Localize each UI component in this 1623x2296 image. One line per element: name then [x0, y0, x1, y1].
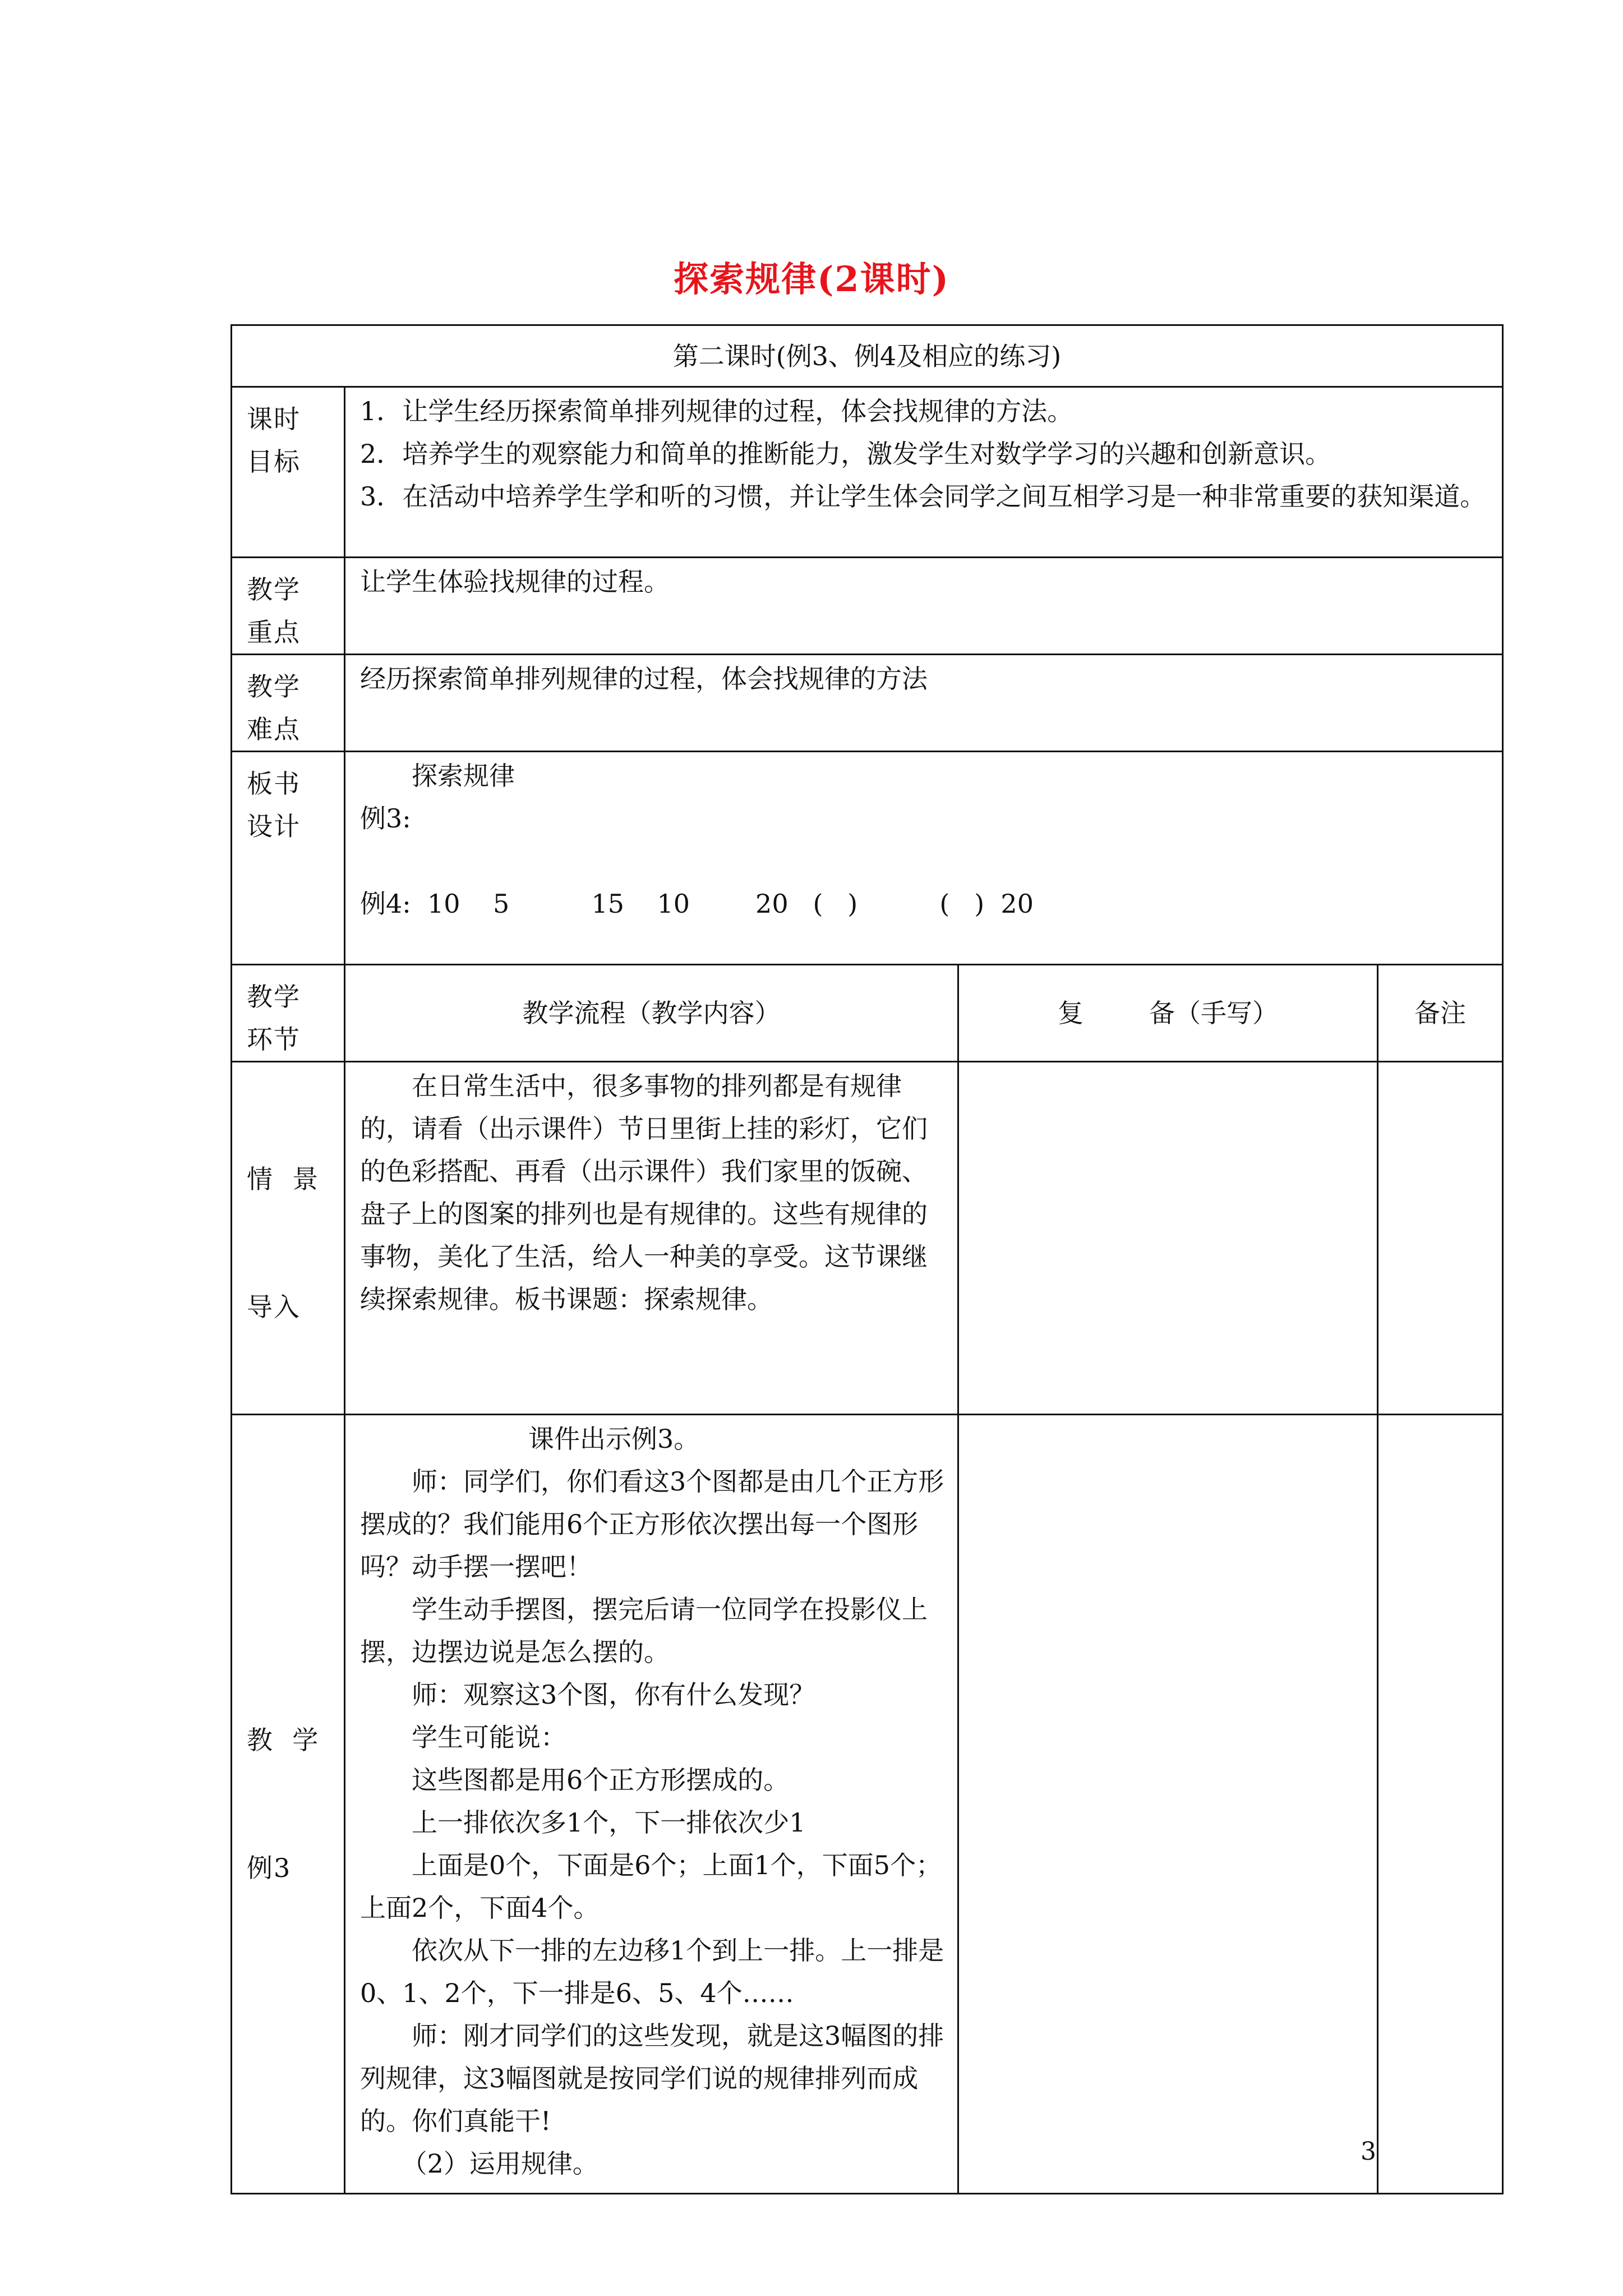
example3-label: 教 学 例3 [232, 1415, 345, 2194]
example3-line: 师：观察这3个图，你有什么发现？ [412, 1680, 815, 1710]
difficulty-text: 经历探索简单排列规律的过程，体会找规律的方法 [345, 655, 1503, 752]
intro-label: 情 景 导入 [232, 1062, 345, 1415]
objective-item: 2．培养学生的观察能力和简单的推断能力，激发学生对数学学习的兴趣和创新意识。 [360, 439, 1331, 469]
key-point-label: 教学 重点 [232, 558, 345, 655]
objective-item: 3．在活动中培养学生学和听的习惯，并让学生体会同学之间互相学习是一种非常重要的获知渠道。 [360, 481, 1486, 512]
intro-content [345, 1062, 958, 1415]
objectives-label: 课时 目标 [232, 387, 345, 558]
stage-column-header: 教学 环节 [232, 965, 345, 1062]
intro-review-cell [958, 1062, 1378, 1415]
board-heading: 探索规律 [412, 761, 515, 791]
lesson-header: 第二课时(例3、例4及相应的练习) [232, 325, 1503, 387]
example3-line: 师：刚才同学们的这些发现，就是这3幅图的排列规律，这3幅图就是按同学们说的规律排列而成的。你们真能干! [360, 2021, 944, 2136]
board-example4: 例4: 10 5 15 10 20 ( ) ( ) 20 [360, 889, 1034, 919]
objective-item: 1．让学生经历探索简单排列规律的过程，体会找规律的方法。 [360, 396, 1073, 426]
process-column-header: 教学流程（教学内容） [345, 965, 958, 1062]
page-number: 3 [1361, 2137, 1376, 2166]
example3-line: 师：同学们，你们看这3个图都是由几个正方形摆成的？我们能用6个正方形依次摆出每一个图形吗？动手摆一摆吧！ [360, 1466, 944, 1582]
example3-line: 依次从下一排的左边移1个到上一排。上一排是0、1、2个，下一排是6、5、4个…… [360, 1935, 944, 2008]
intro-text: 在日常生活中，很多事物的排列都是有规律的，请看（出示课件）节日里街上挂的彩灯，它们的色彩搭配、再看（出示课件）我们家里的饭碗、盘子上的图案的排列也是有规律的。这些有规律的事物，美化了生活，给人一种美的享受。这节课继续探索规律。板书课题：探索规律。 [360, 1071, 928, 1314]
example3-line: 学生可能说： [412, 1722, 566, 1752]
example3-notes-cell [1378, 1415, 1503, 2194]
example3-line: 学生动手摆图，摆完后请一位同学在投影仪上摆，边摆边说是怎么摆的。 [360, 1594, 928, 1667]
board-design-content [345, 752, 1503, 965]
review-column-header: 复 备（手写） [958, 965, 1378, 1062]
board-design-label: 板书 设计 [232, 752, 345, 965]
difficulty-label: 教学 难点 [232, 655, 345, 752]
example3-line: 上面是0个，下面是6个；上面1个，下面5个；上面2个，下面4个。 [360, 1850, 942, 1923]
example3-line: 课件出示例3。 [528, 1424, 700, 1454]
lesson-plan-table [230, 324, 1504, 2194]
board-example3: 例3: [360, 803, 411, 834]
example3-line: 这些图都是用6个正方形摆成的。 [412, 1765, 790, 1795]
example3-line: 上一排依次多1个，下一排依次少1 [412, 1807, 806, 1838]
intro-notes-cell [1378, 1062, 1503, 1415]
document-title: 探索规律(2课时) [674, 259, 949, 300]
notes-column-header: 备注 [1378, 965, 1503, 1062]
example3-review-cell [958, 1415, 1378, 2194]
example3-line: （2）运用规律。 [401, 2148, 598, 2179]
example3-content [345, 1415, 958, 2194]
key-point-text: 让学生体验找规律的过程。 [345, 558, 1503, 655]
objectives-content [345, 387, 1503, 558]
